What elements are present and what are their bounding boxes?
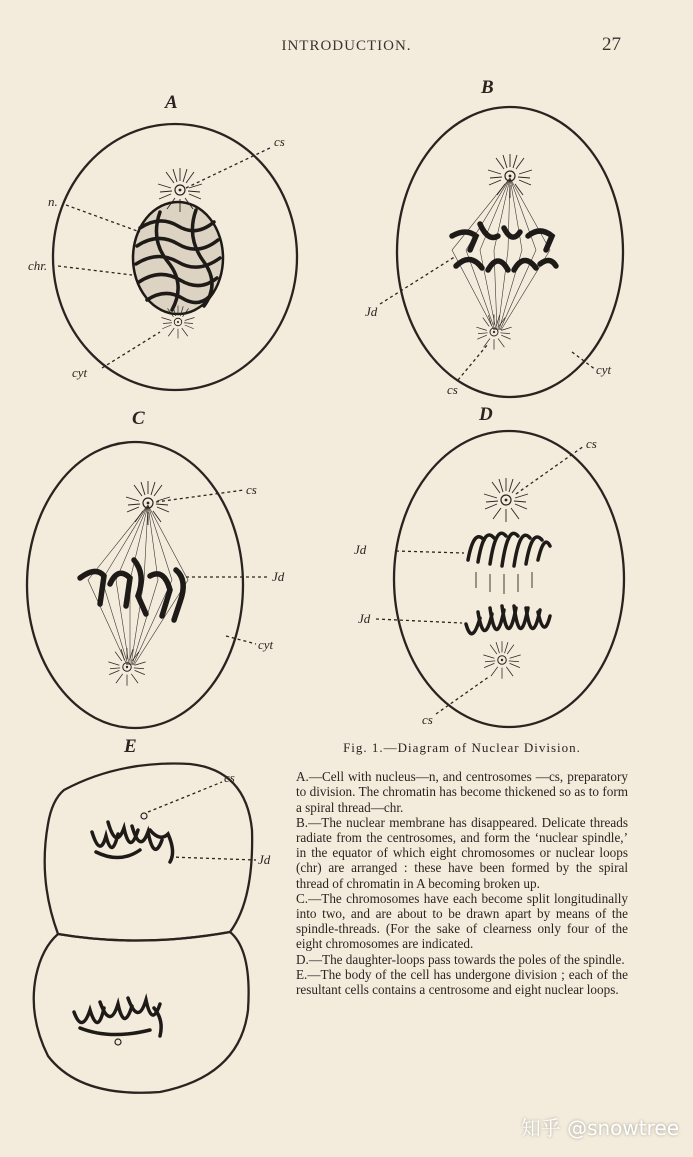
centrosome-d-top bbox=[484, 478, 528, 522]
figure-b bbox=[365, 77, 623, 397]
figure-d-label: D bbox=[479, 404, 493, 425]
annotation-a-cyt: cyt bbox=[72, 365, 88, 380]
annotation-c-jd: Jd bbox=[272, 569, 285, 584]
daughter-cell-e-upper bbox=[45, 764, 252, 941]
annotation-d-cs-bottom: cs bbox=[422, 712, 433, 727]
figure-caption bbox=[296, 740, 628, 997]
annotation-d-jd-lower: Jd bbox=[358, 611, 371, 626]
annotation-a-cs: cs bbox=[274, 134, 285, 149]
cell-c-outline bbox=[27, 442, 243, 728]
spindle-b bbox=[452, 178, 550, 330]
annotation-d-cs-top: cs bbox=[586, 436, 597, 451]
centrosome-e-lower bbox=[115, 1039, 121, 1045]
cell-d-outline bbox=[394, 431, 624, 727]
watermark: 知乎 @snowtree bbox=[520, 1116, 679, 1140]
annotation-b-jd: Jd bbox=[365, 304, 378, 319]
annotation-c-cyt: cyt bbox=[258, 637, 274, 652]
caption-paragraph-b: B.—The nuclear membrane has disappeared. Delicate threads radiate from the centrosomes, and form the ‘nuclear spindle,’ in the equator of which eight chromosomes or nuclear loops (chr) are arranged : these have been formed by the spiral thread of chromatin in A becoming broken up. bbox=[296, 814, 628, 891]
figure-d bbox=[354, 404, 624, 727]
caption-paragraph-a: A.—Cell with nucleus—n, and centrosomes —cs, preparatory to division. The chromatin has become thickened so as to form a spiral thread—chr. bbox=[296, 769, 628, 815]
figure-a-label: A bbox=[165, 92, 178, 113]
figure-e-label: E bbox=[124, 736, 137, 757]
nuclear-loops-e-lower bbox=[74, 998, 161, 1036]
figure-c-label: C bbox=[132, 408, 145, 429]
caption-paragraph-e: E.—The body of the cell has undergone division ; each of the resultant cells contains a centrosome and eight nuclear loops. bbox=[296, 966, 628, 998]
annotation-a-n: n. bbox=[48, 194, 58, 209]
annotation-d-jd-upper: Jd bbox=[354, 542, 367, 557]
annotation-b-cs: cs bbox=[447, 382, 458, 397]
centrosome-c-top bbox=[126, 481, 170, 525]
figure-a bbox=[28, 92, 297, 390]
annotation-e-jd: Jd bbox=[258, 852, 271, 867]
figure-e bbox=[34, 736, 271, 1093]
daughter-loops-d-upper bbox=[468, 533, 550, 594]
centrosome-b-top bbox=[488, 154, 532, 198]
running-header: INTRODUCTION. bbox=[281, 38, 412, 54]
annotation-e-cs: cs bbox=[224, 770, 235, 785]
chromosomes-c bbox=[80, 560, 183, 620]
page-number: 27 bbox=[602, 34, 621, 55]
centrosome-c-bottom bbox=[108, 648, 145, 685]
annotation-a-chr: chr. bbox=[28, 258, 48, 273]
cell-b-outline bbox=[397, 107, 623, 397]
centrosome-d-bottom bbox=[483, 641, 520, 678]
annotation-c-cs: cs bbox=[246, 482, 257, 497]
daughter-loops-d-lower bbox=[466, 606, 550, 634]
caption-paragraph-c: C.—The chromosomes have each become split longitudinally into two, and are about to be drawn apart by means of the spindle-threads. (For the sake of clearness only four of the eight chromosomes are indicated. bbox=[296, 890, 628, 952]
figure-c bbox=[27, 408, 285, 728]
figure-b-label: B bbox=[481, 77, 494, 98]
nuclear-loops-e-upper bbox=[92, 822, 173, 862]
annotation-b-cyt: cyt bbox=[596, 362, 612, 377]
caption-title: Fig. 1.—Diagram of Nuclear Division. bbox=[343, 740, 581, 755]
centrosome-b-bottom bbox=[476, 314, 511, 349]
centrosome-e-upper bbox=[141, 813, 147, 819]
caption-paragraph-d: D.—The daughter-loops pass towards the poles of the spindle. bbox=[296, 951, 625, 967]
